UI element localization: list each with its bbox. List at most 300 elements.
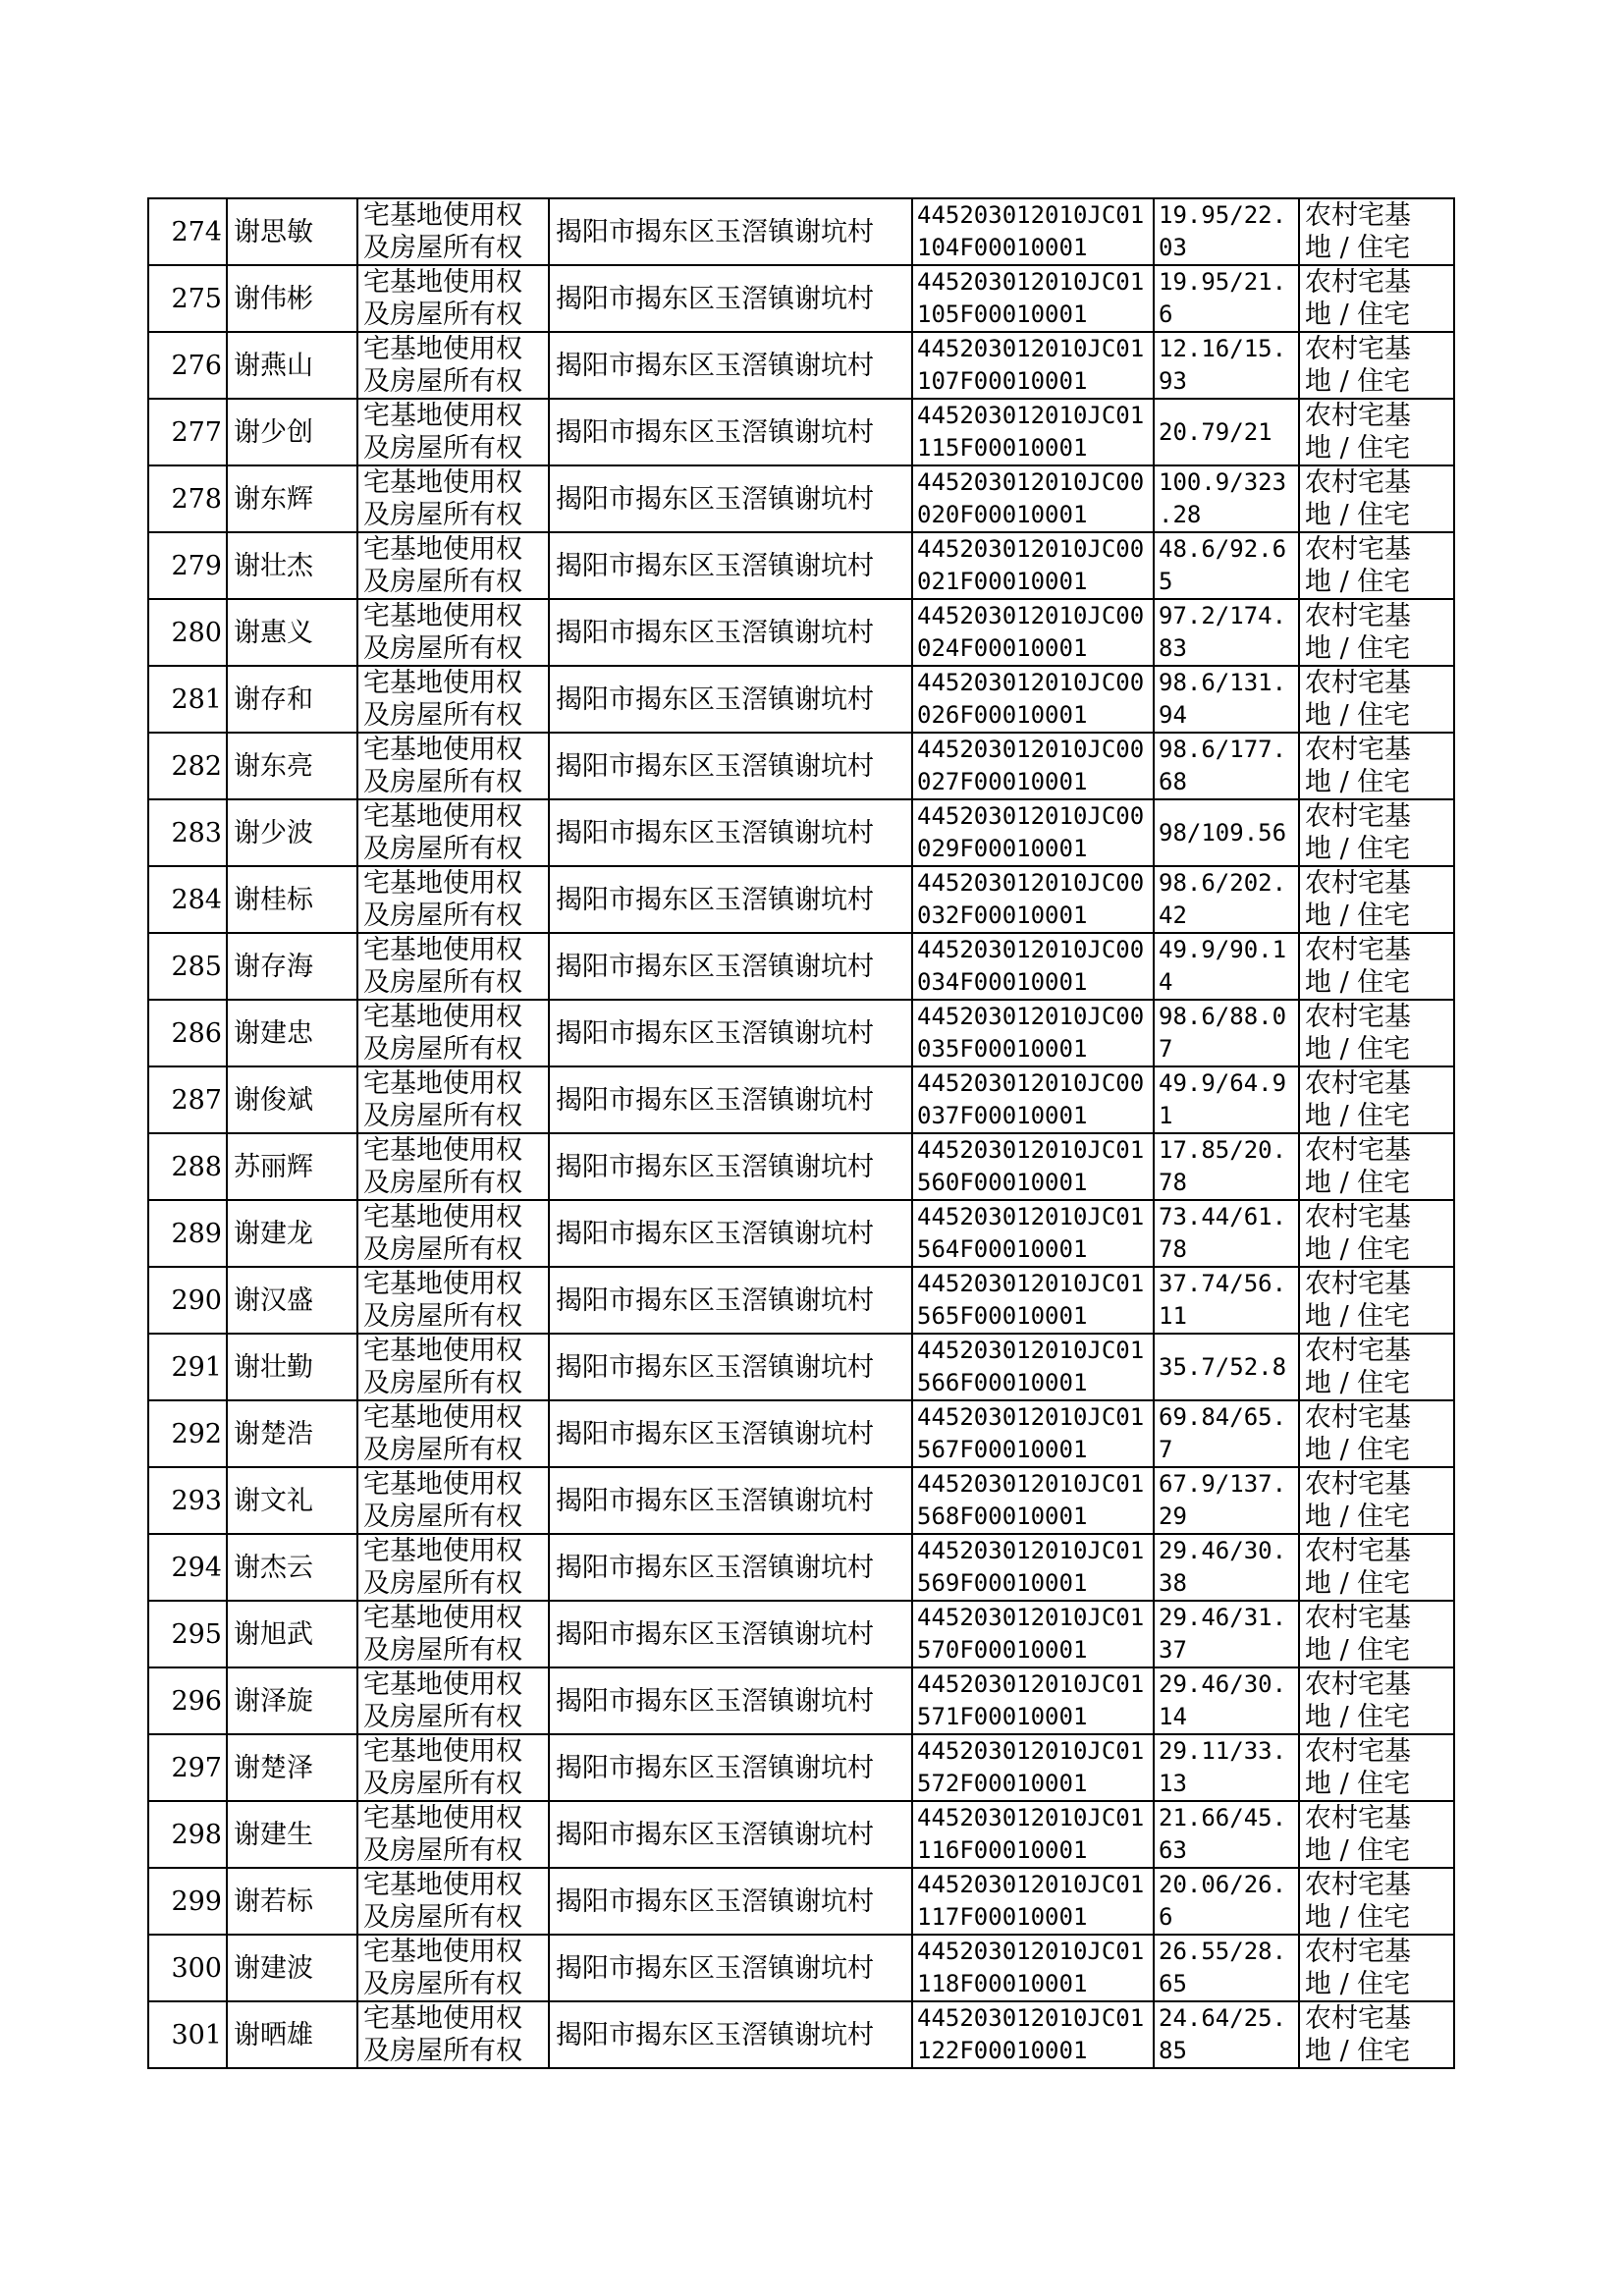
unit-code-line2: 569F00010001 xyxy=(917,1569,1088,1597)
right-type-line1: 宅基地使用权 xyxy=(363,1336,522,1366)
unit-code xyxy=(912,1334,1154,1400)
land-use-line2: 地 / 住宅 xyxy=(1305,633,1411,664)
area-line1: 12.16/15. xyxy=(1159,335,1287,362)
row-number: 284 xyxy=(148,866,227,933)
right-type-line2: 及房屋所有权 xyxy=(363,633,522,664)
area-value xyxy=(1154,599,1299,666)
unit-code xyxy=(912,1868,1154,1935)
property-address: 揭阳市揭东区玉滘镇谢坑村 xyxy=(549,1667,912,1734)
area-line1: 19.95/22. xyxy=(1159,201,1287,229)
area-line2: 85 xyxy=(1159,2037,1187,2064)
area-line2: 14 xyxy=(1159,1703,1187,1730)
unit-code-line2: 566F00010001 xyxy=(917,1369,1088,1396)
area-value xyxy=(1154,399,1299,465)
right-type-line1: 宅基地使用权 xyxy=(363,1269,522,1299)
unit-code-line1: 445203012010JC00 xyxy=(917,602,1145,629)
area-line1: 73.44/61. xyxy=(1159,1203,1287,1230)
land-use-line1: 农村宅基 xyxy=(1305,334,1411,364)
unit-code-line1: 445203012010JC00 xyxy=(917,736,1145,763)
area-line2: 6 xyxy=(1159,301,1173,328)
land-use-line1: 农村宅基 xyxy=(1305,935,1411,965)
owner-name: 谢伟彬 xyxy=(227,265,357,332)
right-type xyxy=(357,1467,549,1534)
right-type xyxy=(357,198,549,265)
area-line2: 68 xyxy=(1159,768,1187,795)
row-number: 277 xyxy=(148,399,227,465)
area-line1: 19.95/21. xyxy=(1159,268,1287,296)
owner-name: 谢建波 xyxy=(227,1935,357,2001)
right-type-line1: 宅基地使用权 xyxy=(363,467,522,498)
area-line2: 63 xyxy=(1159,1836,1187,1864)
owner-name: 谢汉盛 xyxy=(227,1267,357,1334)
unit-code xyxy=(912,933,1154,1000)
area-line1: 98/109.56 xyxy=(1159,818,1287,847)
unit-code-line1: 445203012010JC01 xyxy=(917,2004,1145,2032)
area-line1: 29.46/30. xyxy=(1159,1670,1287,1698)
area-line1: 69.84/65. xyxy=(1159,1403,1287,1431)
area-value xyxy=(1154,799,1299,866)
area-line1: 29.46/30. xyxy=(1159,1537,1287,1564)
property-address: 揭阳市揭东区玉滘镇谢坑村 xyxy=(549,1868,912,1935)
area-value xyxy=(1154,265,1299,332)
area-line1: 67.9/137. xyxy=(1159,1470,1287,1498)
unit-code xyxy=(912,799,1154,866)
land-use xyxy=(1299,332,1454,399)
table-row xyxy=(148,1868,1454,1935)
land-use-line1: 农村宅基 xyxy=(1305,1202,1411,1232)
unit-code-line1: 445203012010JC01 xyxy=(917,1938,1145,1965)
right-type xyxy=(357,465,549,532)
right-type xyxy=(357,1133,549,1200)
land-use-line2: 地 / 住宅 xyxy=(1305,1435,1411,1465)
owner-name: 谢燕山 xyxy=(227,332,357,399)
right-type-line2: 及房屋所有权 xyxy=(363,433,522,464)
land-use-line2: 地 / 住宅 xyxy=(1305,2036,1411,2066)
right-type xyxy=(357,1200,549,1267)
unit-code-line1: 445203012010JC01 xyxy=(917,335,1145,362)
table-row xyxy=(148,666,1454,733)
right-type-line1: 宅基地使用权 xyxy=(363,1803,522,1833)
table-row xyxy=(148,1667,1454,1734)
unit-code-line1: 445203012010JC00 xyxy=(917,802,1145,830)
right-type-line1: 宅基地使用权 xyxy=(363,1002,522,1032)
area-line1: 37.74/56. xyxy=(1159,1270,1287,1297)
unit-code xyxy=(912,399,1154,465)
land-use xyxy=(1299,1467,1454,1534)
property-address: 揭阳市揭东区玉滘镇谢坑村 xyxy=(549,2001,912,2068)
table-row xyxy=(148,933,1454,1000)
area-line1: 24.64/25. xyxy=(1159,2004,1287,2032)
property-address: 揭阳市揭东区玉滘镇谢坑村 xyxy=(549,599,912,666)
right-type-line2: 及房屋所有权 xyxy=(363,500,522,530)
land-use-line1: 农村宅基 xyxy=(1305,801,1411,832)
unit-code-line1: 445203012010JC01 xyxy=(917,1136,1145,1164)
right-type xyxy=(357,332,549,399)
unit-code xyxy=(912,1801,1154,1868)
table-row xyxy=(148,332,1454,399)
land-use-line1: 农村宅基 xyxy=(1305,1269,1411,1299)
land-use xyxy=(1299,265,1454,332)
land-use-line2: 地 / 住宅 xyxy=(1305,1969,1411,1999)
area-line1: 97.2/174. xyxy=(1159,602,1287,629)
land-use-line1: 农村宅基 xyxy=(1305,401,1411,431)
land-use xyxy=(1299,666,1454,733)
unit-code-line1: 445203012010JC00 xyxy=(917,1069,1145,1097)
area-line2: 37 xyxy=(1159,1636,1187,1664)
area-line2: 38 xyxy=(1159,1569,1187,1597)
unit-code-line2: 104F00010001 xyxy=(917,234,1088,261)
land-use xyxy=(1299,799,1454,866)
owner-name: 谢东亮 xyxy=(227,733,357,799)
right-type-line1: 宅基地使用权 xyxy=(363,1068,522,1099)
area-line2: 78 xyxy=(1159,1235,1187,1263)
area-value xyxy=(1154,332,1299,399)
property-address: 揭阳市揭东区玉滘镇谢坑村 xyxy=(549,1334,912,1400)
land-use-line1: 农村宅基 xyxy=(1305,1135,1411,1166)
unit-code xyxy=(912,1467,1154,1534)
area-value xyxy=(1154,1734,1299,1801)
area-line2: 7 xyxy=(1159,1436,1173,1463)
unit-code-line2: 116F00010001 xyxy=(917,1836,1088,1864)
owner-name: 谢建龙 xyxy=(227,1200,357,1267)
row-number: 295 xyxy=(148,1601,227,1667)
land-use-line1: 农村宅基 xyxy=(1305,668,1411,698)
land-use xyxy=(1299,1267,1454,1334)
property-address: 揭阳市揭东区玉滘镇谢坑村 xyxy=(549,1400,912,1467)
right-type-line1: 宅基地使用权 xyxy=(363,200,522,231)
area-line2: 94 xyxy=(1159,701,1187,729)
land-use-line1: 农村宅基 xyxy=(1305,601,1411,631)
unit-code xyxy=(912,666,1154,733)
area-line2: 7 xyxy=(1159,1035,1173,1063)
land-use xyxy=(1299,866,1454,933)
unit-code xyxy=(912,1200,1154,1267)
right-type-line1: 宅基地使用权 xyxy=(363,1402,522,1433)
land-use-line1: 农村宅基 xyxy=(1305,1603,1411,1633)
area-line2: 83 xyxy=(1159,634,1187,662)
land-use xyxy=(1299,1000,1454,1066)
row-number: 301 xyxy=(148,2001,227,2068)
area-value xyxy=(1154,1601,1299,1667)
land-use-line2: 地 / 住宅 xyxy=(1305,1702,1411,1732)
property-address: 揭阳市揭东区玉滘镇谢坑村 xyxy=(549,1267,912,1334)
owner-name: 谢思敏 xyxy=(227,198,357,265)
unit-code-line2: 571F00010001 xyxy=(917,1703,1088,1730)
unit-code-line2: 105F00010001 xyxy=(917,301,1088,328)
area-value xyxy=(1154,1334,1299,1400)
row-number: 289 xyxy=(148,1200,227,1267)
table-row xyxy=(148,1400,1454,1467)
land-use-line2: 地 / 住宅 xyxy=(1305,1234,1411,1265)
land-use-line2: 地 / 住宅 xyxy=(1305,1502,1411,1532)
property-address: 揭阳市揭东区玉滘镇谢坑村 xyxy=(549,399,912,465)
table-row xyxy=(148,465,1454,532)
property-address: 揭阳市揭东区玉滘镇谢坑村 xyxy=(549,733,912,799)
unit-code xyxy=(912,332,1154,399)
right-type-line2: 及房屋所有权 xyxy=(363,767,522,797)
right-type-line1: 宅基地使用权 xyxy=(363,1937,522,1967)
area-line2: 78 xyxy=(1159,1169,1187,1196)
unit-code-line2: 564F00010001 xyxy=(917,1235,1088,1263)
land-use-line2: 地 / 住宅 xyxy=(1305,300,1411,330)
right-type-line2: 及房屋所有权 xyxy=(363,1902,522,1933)
owner-name: 谢壮杰 xyxy=(227,532,357,599)
land-use xyxy=(1299,1601,1454,1667)
table-row xyxy=(148,532,1454,599)
property-address: 揭阳市揭东区玉滘镇谢坑村 xyxy=(549,1000,912,1066)
unit-code-line1: 445203012010JC00 xyxy=(917,669,1145,696)
area-value xyxy=(1154,532,1299,599)
unit-code-line1: 445203012010JC01 xyxy=(917,1403,1145,1431)
area-value xyxy=(1154,733,1299,799)
property-address: 揭阳市揭东区玉滘镇谢坑村 xyxy=(549,465,912,532)
owner-name: 谢杰云 xyxy=(227,1534,357,1601)
land-use-line1: 农村宅基 xyxy=(1305,868,1411,899)
area-line1: 98.6/88.0 xyxy=(1159,1003,1287,1030)
area-value xyxy=(1154,666,1299,733)
owner-name: 谢泽旋 xyxy=(227,1667,357,1734)
unit-code-line2: 568F00010001 xyxy=(917,1503,1088,1530)
land-use xyxy=(1299,1200,1454,1267)
unit-code-line1: 445203012010JC01 xyxy=(917,1270,1145,1297)
unit-code-line1: 445203012010JC00 xyxy=(917,869,1145,897)
land-use-line2: 地 / 住宅 xyxy=(1305,834,1411,864)
land-use-line1: 农村宅基 xyxy=(1305,267,1411,298)
land-use-line1: 农村宅基 xyxy=(1305,1536,1411,1566)
right-type xyxy=(357,1601,549,1667)
right-type-line2: 及房屋所有权 xyxy=(363,1769,522,1799)
unit-code xyxy=(912,1734,1154,1801)
right-type-line2: 及房屋所有权 xyxy=(363,1034,522,1065)
unit-code xyxy=(912,1534,1154,1601)
area-value xyxy=(1154,1935,1299,2001)
right-type xyxy=(357,666,549,733)
land-use-line1: 农村宅基 xyxy=(1305,467,1411,498)
land-use-line1: 农村宅基 xyxy=(1305,735,1411,765)
area-line2: 13 xyxy=(1159,1770,1187,1797)
right-type xyxy=(357,799,549,866)
property-address: 揭阳市揭东区玉滘镇谢坑村 xyxy=(549,1601,912,1667)
property-address: 揭阳市揭东区玉滘镇谢坑村 xyxy=(549,1133,912,1200)
owner-name: 谢若标 xyxy=(227,1868,357,1935)
land-use xyxy=(1299,1935,1454,2001)
unit-code-line2: 572F00010001 xyxy=(917,1770,1088,1797)
records-body xyxy=(148,198,1454,2068)
area-line1: 17.85/20. xyxy=(1159,1136,1287,1164)
area-value xyxy=(1154,1400,1299,1467)
owner-name: 谢存海 xyxy=(227,933,357,1000)
unit-code-line1: 445203012010JC01 xyxy=(917,1604,1145,1631)
right-type xyxy=(357,866,549,933)
land-use-line2: 地 / 住宅 xyxy=(1305,1101,1411,1131)
right-type-line2: 及房屋所有权 xyxy=(363,1301,522,1332)
right-type xyxy=(357,1935,549,2001)
unit-code xyxy=(912,1400,1154,1467)
land-use xyxy=(1299,933,1454,1000)
land-use xyxy=(1299,1534,1454,1601)
area-line1: 21.66/45. xyxy=(1159,1804,1287,1831)
land-use xyxy=(1299,733,1454,799)
unit-code-line1: 445203012010JC00 xyxy=(917,535,1145,563)
area-line1: 98.6/202. xyxy=(1159,869,1287,897)
owner-name: 谢惠义 xyxy=(227,599,357,666)
right-type xyxy=(357,1734,549,1801)
unit-code-line1: 445203012010JC00 xyxy=(917,1003,1145,1030)
row-number: 276 xyxy=(148,332,227,399)
unit-code-line1: 445203012010JC01 xyxy=(917,402,1145,429)
table-row xyxy=(148,599,1454,666)
unit-code-line1: 445203012010JC01 xyxy=(917,201,1145,229)
unit-code xyxy=(912,1667,1154,1734)
unit-code xyxy=(912,2001,1154,2068)
unit-code-line2: 118F00010001 xyxy=(917,1970,1088,1997)
right-type-line1: 宅基地使用权 xyxy=(363,1669,522,1700)
right-type xyxy=(357,1267,549,1334)
table-row xyxy=(148,1601,1454,1667)
table-row xyxy=(148,1000,1454,1066)
unit-code xyxy=(912,1267,1154,1334)
table-row xyxy=(148,733,1454,799)
land-use-line2: 地 / 住宅 xyxy=(1305,567,1411,597)
land-use-line2: 地 / 住宅 xyxy=(1305,1568,1411,1599)
area-value xyxy=(1154,1133,1299,1200)
unit-code-line2: 021F00010001 xyxy=(917,568,1088,595)
table-row xyxy=(148,1267,1454,1334)
unit-code-line2: 026F00010001 xyxy=(917,701,1088,729)
unit-code-line2: 107F00010001 xyxy=(917,367,1088,395)
right-type-line1: 宅基地使用权 xyxy=(363,1603,522,1633)
owner-name: 谢晒雄 xyxy=(227,2001,357,2068)
land-use-line1: 农村宅基 xyxy=(1305,2003,1411,2034)
unit-code xyxy=(912,265,1154,332)
row-number: 297 xyxy=(148,1734,227,1801)
property-address: 揭阳市揭东区玉滘镇谢坑村 xyxy=(549,933,912,1000)
right-type xyxy=(357,733,549,799)
right-type-line2: 及房屋所有权 xyxy=(363,567,522,597)
area-line2: 6 xyxy=(1159,1903,1173,1931)
right-type-line2: 及房屋所有权 xyxy=(363,1234,522,1265)
right-type xyxy=(357,532,549,599)
land-use-line2: 地 / 住宅 xyxy=(1305,901,1411,931)
land-use-line2: 地 / 住宅 xyxy=(1305,1769,1411,1799)
unit-code-line2: 020F00010001 xyxy=(917,501,1088,528)
right-type-line2: 及房屋所有权 xyxy=(363,366,522,397)
unit-code xyxy=(912,198,1154,265)
land-use xyxy=(1299,532,1454,599)
row-number: 290 xyxy=(148,1267,227,1334)
unit-code-line2: 560F00010001 xyxy=(917,1169,1088,1196)
owner-name: 谢少波 xyxy=(227,799,357,866)
row-number: 285 xyxy=(148,933,227,1000)
right-type xyxy=(357,599,549,666)
row-number: 299 xyxy=(148,1868,227,1935)
unit-code-line1: 445203012010JC01 xyxy=(917,1737,1145,1765)
land-use-line1: 农村宅基 xyxy=(1305,1002,1411,1032)
owner-name: 谢壮勤 xyxy=(227,1334,357,1400)
property-address: 揭阳市揭东区玉滘镇谢坑村 xyxy=(549,532,912,599)
right-type-line2: 及房屋所有权 xyxy=(363,1568,522,1599)
area-value xyxy=(1154,933,1299,1000)
row-number: 287 xyxy=(148,1066,227,1133)
unit-code-line1: 445203012010JC01 xyxy=(917,1871,1145,1898)
right-type-line2: 及房屋所有权 xyxy=(363,901,522,931)
owner-name: 谢少创 xyxy=(227,399,357,465)
row-number: 294 xyxy=(148,1534,227,1601)
owner-name: 谢建忠 xyxy=(227,1000,357,1066)
unit-code-line1: 445203012010JC00 xyxy=(917,468,1145,496)
area-line2: 5 xyxy=(1159,568,1173,595)
right-type-line1: 宅基地使用权 xyxy=(363,334,522,364)
row-number: 300 xyxy=(148,1935,227,2001)
row-number: 274 xyxy=(148,198,227,265)
unit-code-line1: 445203012010JC00 xyxy=(917,936,1145,963)
right-type-line1: 宅基地使用权 xyxy=(363,1202,522,1232)
right-type xyxy=(357,399,549,465)
area-line2: 65 xyxy=(1159,1970,1187,1997)
unit-code-line2: 037F00010001 xyxy=(917,1102,1088,1129)
table-row xyxy=(148,2001,1454,2068)
land-use-line1: 农村宅基 xyxy=(1305,1402,1411,1433)
table-row xyxy=(148,198,1454,265)
land-use xyxy=(1299,1133,1454,1200)
right-type-line1: 宅基地使用权 xyxy=(363,401,522,431)
land-use-line1: 农村宅基 xyxy=(1305,1669,1411,1700)
unit-code-line2: 032F00010001 xyxy=(917,902,1088,929)
right-type-line1: 宅基地使用权 xyxy=(363,1469,522,1500)
right-type-line2: 及房屋所有权 xyxy=(363,2036,522,2066)
land-use-line2: 地 / 住宅 xyxy=(1305,433,1411,464)
area-line2: 03 xyxy=(1159,234,1187,261)
area-value xyxy=(1154,1000,1299,1066)
area-line2: .28 xyxy=(1159,501,1202,528)
table-row xyxy=(148,1935,1454,2001)
area-value xyxy=(1154,465,1299,532)
right-type-line1: 宅基地使用权 xyxy=(363,267,522,298)
right-type xyxy=(357,1801,549,1868)
right-type-line1: 宅基地使用权 xyxy=(363,601,522,631)
property-address: 揭阳市揭东区玉滘镇谢坑村 xyxy=(549,1066,912,1133)
area-line2: 42 xyxy=(1159,902,1187,929)
table-row xyxy=(148,1334,1454,1400)
right-type-line2: 及房屋所有权 xyxy=(363,834,522,864)
area-value xyxy=(1154,1534,1299,1601)
unit-code xyxy=(912,1000,1154,1066)
table-row xyxy=(148,1200,1454,1267)
row-number: 291 xyxy=(148,1334,227,1400)
area-line1: 20.06/26. xyxy=(1159,1871,1287,1898)
row-number: 275 xyxy=(148,265,227,332)
owner-name: 谢旭武 xyxy=(227,1601,357,1667)
row-number: 296 xyxy=(148,1667,227,1734)
owner-name: 谢俊斌 xyxy=(227,1066,357,1133)
unit-code-line2: 029F00010001 xyxy=(917,835,1088,862)
right-type xyxy=(357,1066,549,1133)
unit-code xyxy=(912,1066,1154,1133)
right-type-line1: 宅基地使用权 xyxy=(363,1736,522,1767)
property-address: 揭阳市揭东区玉滘镇谢坑村 xyxy=(549,799,912,866)
table-row xyxy=(148,1734,1454,1801)
right-type-line1: 宅基地使用权 xyxy=(363,868,522,899)
property-address: 揭阳市揭东区玉滘镇谢坑村 xyxy=(549,666,912,733)
unit-code xyxy=(912,733,1154,799)
land-use-line1: 农村宅基 xyxy=(1305,1068,1411,1099)
right-type-line1: 宅基地使用权 xyxy=(363,534,522,565)
land-use-line2: 地 / 住宅 xyxy=(1305,1902,1411,1933)
land-use-line2: 地 / 住宅 xyxy=(1305,366,1411,397)
area-line1: 48.6/92.6 xyxy=(1159,535,1287,563)
property-address: 揭阳市揭东区玉滘镇谢坑村 xyxy=(549,265,912,332)
right-type-line2: 及房屋所有权 xyxy=(363,700,522,731)
